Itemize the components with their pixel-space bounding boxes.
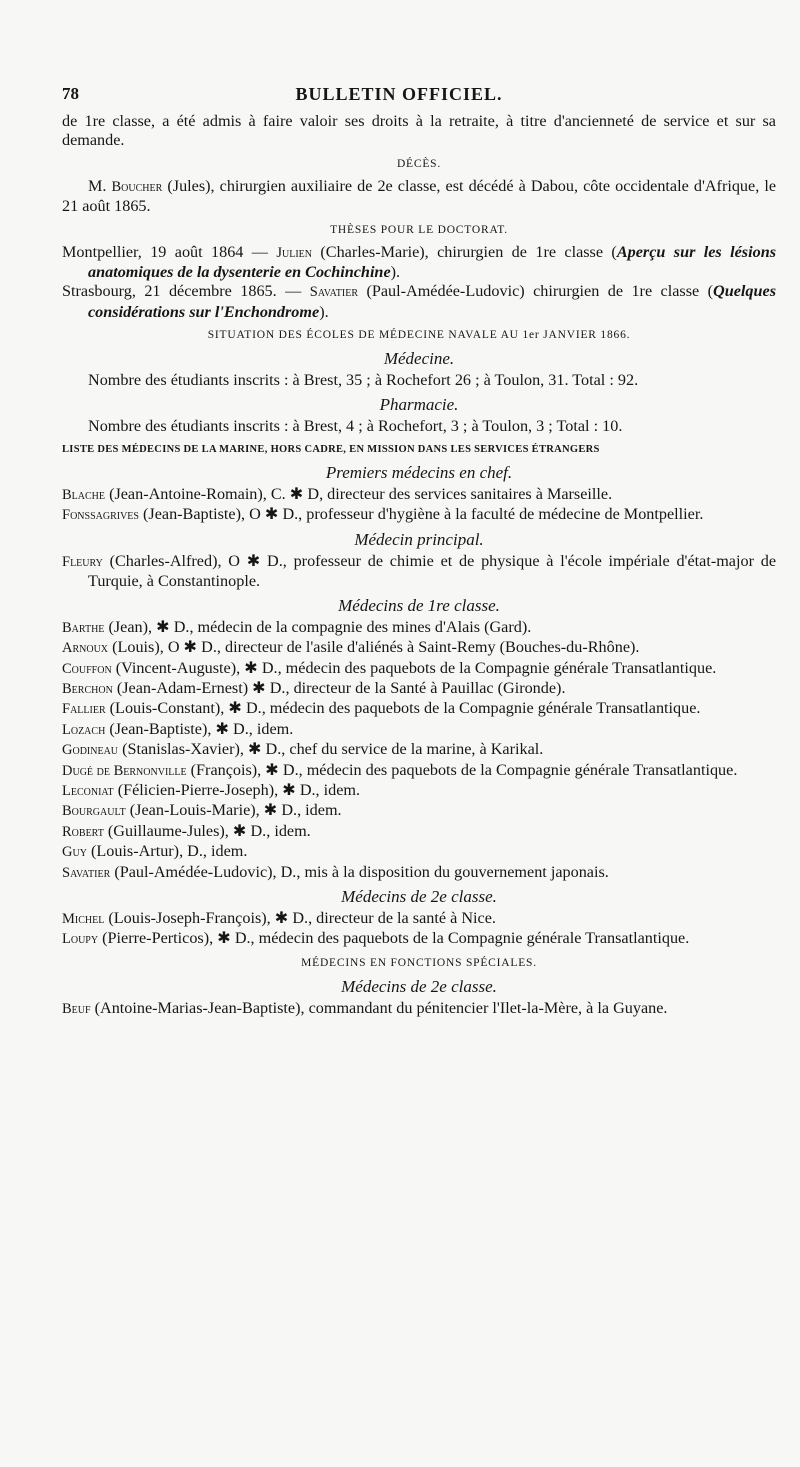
entry-text: (Jean-Louis-Marie), ✱ D., idem. bbox=[125, 801, 342, 820]
deces-heading: DÉCÈS. bbox=[396, 157, 442, 170]
list-entry bbox=[62, 801, 776, 821]
deces-text: (Jules), chirurgien auxiliaire de 2e classe, est décédé à Dabou, côte occidentale d'Afrique, le 21 août 1865. bbox=[62, 176, 777, 216]
list-entry bbox=[62, 720, 776, 740]
entry-text: (Vincent-Auguste), ✱ D., médecin des paquebots de la Compagnie générale Transatlantique. bbox=[111, 658, 717, 677]
page-number: 78 bbox=[62, 84, 79, 103]
deces-name: Boucher bbox=[111, 178, 163, 195]
entry-text: (Guillaume-Jules), ✱ D., idem. bbox=[103, 821, 311, 840]
list-entry bbox=[62, 761, 776, 781]
entry-text: (Louis-Constant), ✱ D., médecin des paquebots de la Compagnie générale Transatlantique. bbox=[105, 699, 701, 718]
group-heading: Médecins de 2e classe. bbox=[341, 886, 497, 906]
pharmacie-text: Nombre des étudiants inscrits : à Brest, 4 ; à Rochefort, 3 ; à Toulon, 3 ; Total : 10. bbox=[88, 416, 623, 435]
entry-name: Blache bbox=[62, 487, 106, 504]
list-entry bbox=[62, 781, 776, 801]
these-2-name: Savatier bbox=[309, 284, 359, 301]
list-entry bbox=[62, 909, 776, 929]
entry-text: (Félicien-Pierre-Joseph), ✱ D., idem. bbox=[113, 780, 361, 799]
list-entry bbox=[62, 618, 776, 638]
list-entry bbox=[62, 699, 776, 719]
entry-name: Fallier bbox=[62, 701, 106, 718]
list-entry bbox=[62, 740, 776, 760]
entry-text: (Paul-Amédée-Ludovic), D., mis à la disposition du gouvernement japonais. bbox=[110, 862, 609, 881]
entry-name: Loupy bbox=[62, 931, 99, 948]
list-entry bbox=[62, 505, 776, 525]
top-paragraph: de 1re classe, a été admis à faire valoir ses droits à la retraite, à titre d'ancienneté de service et sur sa demande. bbox=[62, 112, 776, 150]
liste-heading: LISTE DES MÉDECINS DE LA MARINE, HORS CADRE, EN MISSION DANS LES SERVICES ÉTRANGERS bbox=[62, 444, 600, 456]
these-1-title: Aperçu sur les lésions anatomiques de la dysenterie en Cochinchine bbox=[88, 242, 776, 282]
list-entry bbox=[62, 552, 776, 592]
page-content bbox=[62, 112, 776, 1019]
entry-name: Berchon bbox=[62, 680, 113, 697]
these-2-details: (Paul-Amédée-Ludovic) chirurgien de 1re classe ( bbox=[358, 282, 714, 301]
these-entry-1 bbox=[62, 243, 776, 283]
fonctions-heading: MÉDECINS EN FONCTIONS SPÉCIALES. bbox=[301, 956, 537, 969]
medecine-text: Nombre des étudiants inscrits : à Brest, 35 ; à Rochefort 26 ; à Toulon, 31. Total : 92. bbox=[88, 371, 639, 390]
entry-text: (Jean-Baptiste), O ✱ D., professeur d'hygiène à la faculté de médecine de Montpellier. bbox=[138, 505, 704, 524]
entry-text: (Pierre-Perticos), ✱ D., médecin des paquebots de la Compagnie générale Transatlantique. bbox=[98, 929, 690, 948]
running-title: BULLETIN OFFICIEL. bbox=[295, 84, 503, 104]
list-entry bbox=[62, 485, 776, 505]
group-heading: Médecins de 1re classe. bbox=[338, 595, 500, 615]
entry-text: (Louis-Joseph-François), ✱ D., directeur de la santé à Nice. bbox=[104, 908, 496, 927]
entry-name: Leconiat bbox=[62, 782, 114, 799]
entry-name: Beuf bbox=[62, 1000, 91, 1017]
list-entry bbox=[62, 842, 776, 862]
these-2-title: Quelques considérations sur l'Enchondrome bbox=[88, 282, 776, 321]
entry-name: Barthe bbox=[62, 619, 105, 636]
entry-text: (Jean-Baptiste), ✱ D., idem. bbox=[105, 719, 294, 738]
these-entry-2 bbox=[62, 282, 776, 322]
deces-prefix: M. bbox=[88, 176, 112, 195]
entry-text: (Antoine-Marias-Jean-Baptiste), commandant du pénitencier l'Ilet-la-Mère, à la Guyane. bbox=[90, 998, 668, 1017]
group-heading: Médecin principal. bbox=[354, 529, 484, 549]
page-header bbox=[62, 78, 776, 112]
entry-text: (Stanislas-Xavier), ✱ D., chef du service de la marine, à Karikal. bbox=[118, 740, 544, 759]
entry-text: (Jean), ✱ D., médecin de la compagnie des mines d'Alais (Gard). bbox=[104, 617, 532, 636]
fonctions-entries bbox=[62, 999, 776, 1019]
entry-name: Bourgault bbox=[62, 803, 126, 820]
entry-name: Lozach bbox=[62, 721, 106, 738]
list-entry bbox=[62, 863, 776, 883]
medecine-heading: Médecine. bbox=[383, 349, 455, 369]
pharmacie-heading: Pharmacie. bbox=[379, 394, 459, 414]
group-heading: Premiers médecins en chef. bbox=[325, 463, 513, 483]
list-entry bbox=[62, 659, 776, 679]
theses-heading: THÈSES POUR LE DOCTORAT. bbox=[330, 223, 508, 236]
list-entry bbox=[62, 929, 776, 949]
situation-heading: SITUATION DES ÉCOLES DE MÉDECINE NAVALE AU 1er JANVIER 1866. bbox=[207, 329, 631, 342]
these-2-place-date: Strasbourg, 21 décembre 1865. — bbox=[62, 282, 310, 301]
these-1-name: Julien bbox=[276, 244, 312, 261]
entry-text: (Jean-Antoine-Romain), C. ✱ D, directeur des services sanitaires à Marseille. bbox=[105, 485, 613, 504]
entry-name: Arnoux bbox=[62, 640, 109, 657]
entry-name: Fonssagrives bbox=[62, 507, 139, 524]
entry-name: Dugé de Bernonville bbox=[62, 762, 187, 779]
entry-name: Fleury bbox=[62, 553, 103, 570]
deces-entry bbox=[62, 177, 776, 217]
fonctions-sub-heading: Médecins de 2e classe. bbox=[341, 976, 497, 996]
entry-text: (Louis-Artur), D., idem. bbox=[86, 842, 248, 861]
these-2-end: ). bbox=[319, 302, 329, 321]
entry-name: Savatier bbox=[62, 864, 111, 881]
list-entry bbox=[62, 999, 776, 1019]
these-1-place-date: Montpellier, 19 août 1864 — bbox=[62, 242, 277, 261]
entry-text: (Charles-Alfred), O ✱ D., professeur de chimie et de physique à l'école impériale d'état-major de Turquie, à Constantinople. bbox=[88, 551, 776, 591]
these-1-details: (Charles-Marie), chirurgien de 1re classe ( bbox=[312, 242, 617, 261]
entry-text: (François), ✱ D., médecin des paquebots de la Compagnie générale Transatlantique. bbox=[186, 760, 738, 779]
entry-name: Godineau bbox=[62, 742, 119, 759]
entry-name: Couffon bbox=[62, 660, 112, 677]
entry-name: Robert bbox=[62, 823, 104, 840]
these-1-end: ). bbox=[390, 263, 401, 282]
list-entry bbox=[62, 822, 776, 842]
entry-text: (Louis), O ✱ D., directeur de l'asile d'aliénés à Saint-Remy (Bouches-du-Rhône). bbox=[108, 638, 640, 657]
entry-text: (Jean-Adam-Ernest) ✱ D., directeur de la Santé à Pauillac (Gironde). bbox=[112, 678, 566, 697]
list-entry bbox=[62, 679, 776, 699]
list-entry bbox=[62, 638, 776, 658]
liste-groups bbox=[62, 462, 776, 950]
entry-name: Michel bbox=[62, 910, 105, 927]
entry-name: Guy bbox=[62, 844, 87, 861]
